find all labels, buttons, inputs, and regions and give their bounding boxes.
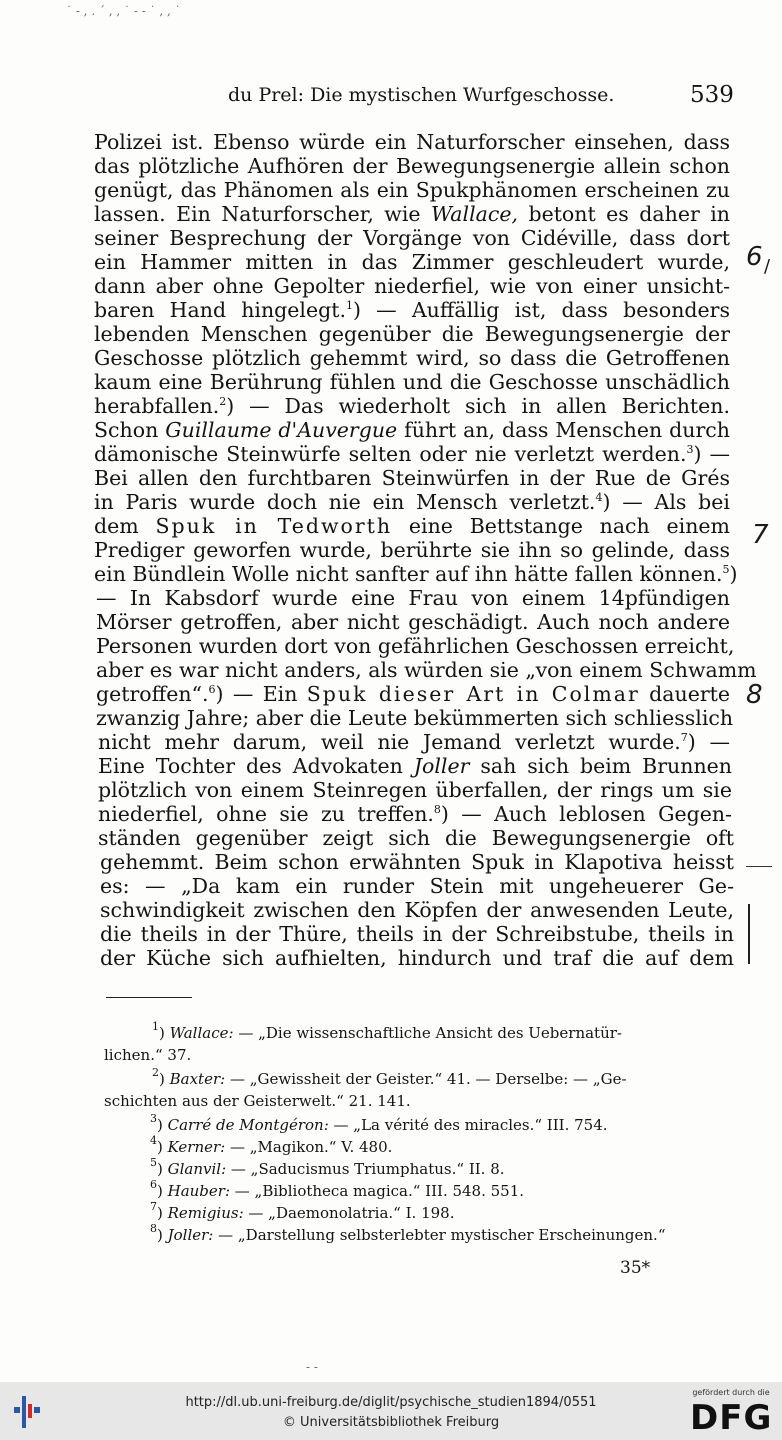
footnote-number: 7	[150, 1200, 157, 1213]
text-line	[98, 802, 732, 826]
page-number: 539	[690, 82, 734, 108]
text-segment: in Paris wurde doch nie ein Mensch verletzt.	[94, 490, 596, 514]
text-line: seiner Besprechung der Vorgänge von Cidéville, dass dort	[94, 226, 730, 250]
text-segment: nicht mehr darum, weil nie Jemand verletzt wurde.	[98, 730, 681, 754]
footnote-continuation: lichen.“ 37.	[104, 1046, 192, 1064]
text-line: Geschosse plötzlich gehemmt wird, so dass die Getroffenen	[94, 346, 730, 370]
footnote-author: Remigius:	[167, 1204, 244, 1222]
text-segment: baren Hand hingelegt.	[94, 298, 347, 322]
text-segment: Schon	[94, 418, 166, 442]
text-line	[98, 730, 730, 754]
text-line: — In Kabsdorf wurde eine Frau von einem 14pfündigen	[96, 586, 730, 610]
text-segment: dauerte	[639, 682, 730, 706]
scan-artifact: - -	[306, 1360, 318, 1374]
margin-stroke	[746, 866, 772, 867]
footnote-number: 2	[152, 1066, 159, 1079]
footnote: $^4$) Kerner: — „Magikon.“ V. 480.	[150, 1134, 393, 1156]
footnote-author: Baxter:	[169, 1070, 226, 1088]
text-segment: sah sich beim Brunnen	[469, 754, 732, 778]
text-line: der Küche sich aufhielten, hindurch und traf die auf dem	[100, 946, 734, 970]
footnote-author: Hauber:	[167, 1182, 231, 1200]
footnote-text: — „Darstellung selbsterlebter mystischer Erscheinungen.“	[213, 1226, 666, 1244]
text-line: dann aber ohne Gepolter niederfiel, wie von einer unsicht-	[94, 274, 730, 298]
text-line	[94, 298, 730, 322]
signature-mark: 35*	[620, 1258, 651, 1278]
footnote-ref: 3	[686, 443, 694, 456]
footnote: $^2$) Baxter: — „Gewissheit der Geister.“ 41. — Derselbe: — „Ge-	[152, 1066, 627, 1088]
text-line	[98, 754, 732, 778]
footnote-number: 3	[150, 1112, 157, 1125]
author-name: Wallace,	[431, 202, 518, 226]
text-line: Polizei ist. Ebenso würde ein Naturforscher einsehen, dass	[94, 130, 730, 154]
text-line	[94, 418, 730, 442]
footnote-text: — „Gewissheit der Geister.“ 41. — Derselbe: — „Ge-	[225, 1070, 627, 1088]
footnote-ref: 8	[433, 803, 441, 816]
viewer-footer	[0, 1382, 782, 1440]
margin-stroke	[748, 904, 750, 964]
footnote-ref: 7	[680, 731, 688, 744]
text-segment: Eine Tochter des Advokaten	[98, 754, 414, 778]
text-line	[94, 442, 730, 466]
footnote-author: Glanvil:	[167, 1160, 227, 1178]
footnote-text: — „Magikon.“ V. 480.	[225, 1138, 393, 1156]
text-line: Personen wurden dort von gefährlichen Geschossen erreicht,	[96, 634, 735, 658]
footnote-number: 8	[150, 1222, 157, 1235]
text-segment: herabfallen.	[94, 394, 220, 418]
text-line: ständen gegenüber zeigt sich die Bewegungsenergie oft	[98, 826, 734, 850]
text-line: die theils in der Thüre, theils in der Schreibstube, theils in	[100, 922, 734, 946]
footnote-author: Kerner:	[167, 1138, 226, 1156]
text-line: es: — „Da kam ein runder Stein mit ungeheuerer Ge-	[100, 874, 734, 898]
text-segment: lassen. Ein Naturforscher, wie	[94, 202, 431, 226]
text-segment: ) — Das wiederholt sich in allen Berichten.	[226, 394, 730, 418]
text-segment: niederfiel, ohne sie zu treffen.	[98, 802, 434, 826]
footnote-ref: 2	[219, 395, 227, 408]
text-line	[94, 562, 738, 586]
dfg-logo	[686, 1388, 776, 1436]
text-line: genügt, das Phänomen als ein Spukphänomen erscheinen zu	[94, 178, 730, 202]
footnote: $^7$) Remigius: — „Daemonolatria.“ I. 198.	[150, 1200, 455, 1222]
footnote-number: 6	[150, 1178, 157, 1191]
footnote-author: Carré de Montgéron:	[167, 1116, 329, 1134]
footnote-continuation: schichten aus der Geisterwelt.“ 21. 141.	[104, 1092, 411, 1110]
text-line: plötzlich von einem Steinregen überfallen, der rings um sie	[98, 778, 732, 802]
text-segment: getroffen“.	[96, 682, 209, 706]
copyright-notice: © Universitätsbibliothek Freiburg	[282, 1415, 500, 1430]
text-line: ein Hammer mitten in das Zimmer geschleudert wurde,	[94, 250, 730, 274]
text-line: Prediger geworfen wurde, berührte sie ihn so gelinde, dass	[94, 538, 730, 562]
footnote-rule	[106, 997, 192, 998]
scan-artifact: ˙ - , . ´ , , ˙ - - ˙ , , ˙	[66, 4, 181, 18]
text-segment: )	[729, 562, 738, 586]
footnote-ref: 4	[595, 491, 603, 504]
footnote-number: 5	[150, 1156, 157, 1169]
text-segment: ) — Ein	[215, 682, 307, 706]
margin-annotation: 8	[746, 680, 763, 710]
footnote-text: — „Saducismus Triumphatus.“ II. 8.	[226, 1160, 505, 1178]
footnote-text: — „Bibliotheca magica.“ III. 548. 551.	[230, 1182, 525, 1200]
text-line: zwanzig Jahre; aber die Leute bekümmerten sich schliesslich	[96, 706, 734, 730]
author-name: Joller	[413, 754, 470, 778]
text-line	[94, 202, 730, 226]
text-segment: ) — Auffällig ist, dass besonders	[353, 298, 730, 322]
text-line: lebenden Menschen gegenüber die Bewegungsenergie der	[94, 322, 730, 346]
dfg-wordmark: DFG	[690, 1398, 773, 1438]
author-name: Guillaume d'Auvergue	[165, 418, 398, 442]
spaced-phrase: Spuk dieser Art in Colmar	[306, 682, 640, 706]
dfg-tagline: gefördert durch die	[692, 1388, 770, 1397]
running-header	[0, 84, 782, 112]
footnote-text: — „La vérité des miracles.“ III. 754.	[328, 1116, 608, 1134]
text-line: kaum eine Berührung fühlen und die Geschosse unschädlich	[94, 370, 730, 394]
text-segment: führt an, dass Menschen durch	[397, 418, 730, 442]
footnote-number: 1	[152, 1020, 159, 1033]
running-title: du Prel: Die mystischen Wurfgeschosse.	[228, 84, 615, 106]
text-segment: ) —	[693, 442, 731, 466]
margin-annotation: 6	[746, 242, 763, 272]
footnote: $^8$) Joller: — „Darstellung selbsterlebter mystischer Erscheinungen.“	[150, 1222, 666, 1244]
footnote: $^1$) Wallace: — „Die wissenschaftliche Ansicht des Uebernatür-	[152, 1020, 622, 1042]
source-url[interactable]: http://dl.ub.uni-freiburg.de/diglit/psychische_studien1894/0551	[185, 1395, 597, 1410]
text-line	[94, 490, 730, 514]
footnote: $^5$) Glanvil: — „Saducismus Triumphatus.“ II. 8.	[150, 1156, 505, 1178]
text-segment: ) — Auch leblosen Gegen-	[440, 802, 732, 826]
footnote-text: — „Daemonolatria.“ I. 198.	[243, 1204, 455, 1222]
margin-annotation: 7	[752, 520, 769, 550]
footnote-author: Wallace:	[169, 1024, 234, 1042]
text-line: aber es war nicht anders, als würden sie „von einem Schwamm	[96, 658, 757, 682]
text-segment: eine Bettstange nach einem	[392, 514, 730, 538]
text-line: das plötzliche Aufhören der Bewegungsenergie allein schon	[94, 154, 730, 178]
text-segment: dämonische Steinwürfe selten oder nie verletzt werden.	[94, 442, 687, 466]
text-segment: ) — Als bei	[602, 490, 730, 514]
footnote-ref: 6	[208, 683, 216, 696]
text-line: gehemmt. Beim schon erwähnten Spuk in Klapotiva heisst	[100, 850, 734, 874]
text-line: schwindigkeit zwischen den Köpfen der anwesenden Leute,	[100, 898, 734, 922]
footnote-author: Joller:	[167, 1226, 214, 1244]
footnote-number: 4	[150, 1134, 157, 1147]
text-segment: betont es daher in	[517, 202, 730, 226]
text-line: Bei allen den furchtbaren Steinwürfen in der Rue de Grés	[94, 466, 730, 490]
text-line	[94, 394, 730, 418]
footnote: $^3$) Carré de Montgéron: — „La vérité des miracles.“ III. 754.	[150, 1112, 608, 1134]
text-line: Mörser getroffen, aber nicht geschädigt. Auch noch andere	[96, 610, 730, 634]
text-segment: dem	[94, 514, 156, 538]
text-segment: ein Bündlein Wolle nicht sanfter auf ihn hätte fallen können.	[94, 562, 723, 586]
footnote-ref: 1	[346, 299, 354, 312]
text-segment: ) —	[687, 730, 730, 754]
text-line	[94, 514, 730, 538]
footnote: $^6$) Hauber: — „Bibliotheca magica.“ III. 548. 551.	[150, 1178, 525, 1200]
margin-annotation: /	[764, 256, 771, 277]
footnote-ref: 5	[722, 563, 730, 576]
footnote-text: — „Die wissenschaftliche Ansicht des Uebernatür-	[233, 1024, 622, 1042]
text-line	[96, 682, 730, 706]
spaced-phrase: Spuk in Tedworth	[155, 514, 393, 538]
